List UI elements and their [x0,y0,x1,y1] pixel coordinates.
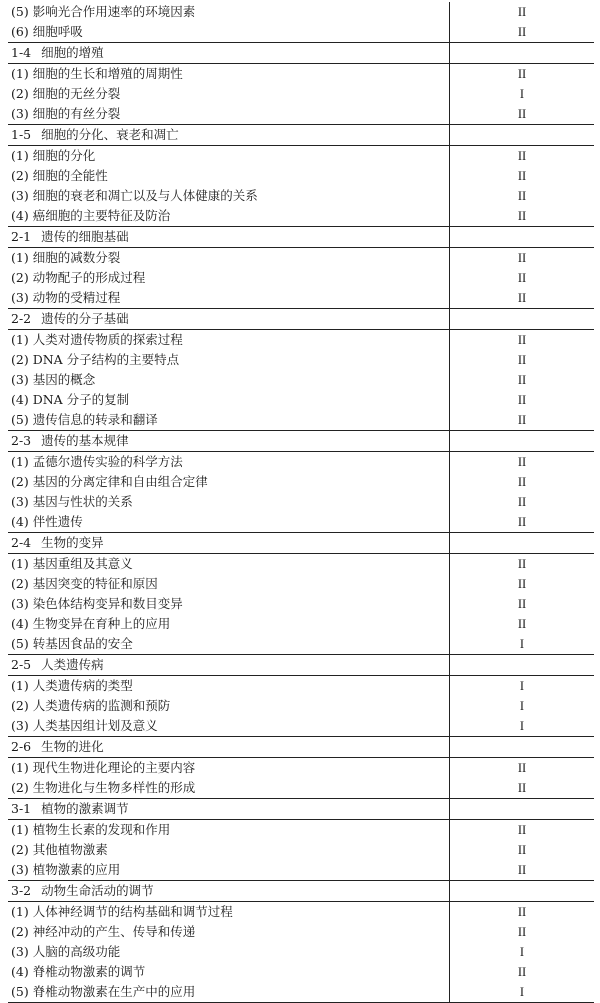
item-text: 遗传信息的转录和翻译 [32,412,158,427]
item-name-cell [8,492,450,512]
item-level: II [517,413,527,427]
item-number: (2) [11,924,29,939]
item-text: 细胞的衰老和凋亡以及与人体健康的关系 [32,188,258,203]
item-level: II [517,863,527,877]
item-number: (1) [11,760,29,775]
section-title-cell [8,43,450,63]
table-row [8,512,594,532]
item-name-cell [8,104,450,124]
table-section [8,654,594,736]
item-level: II [517,373,527,387]
item-text: 细胞呼吸 [32,24,83,39]
item-number: (2) [11,780,29,795]
item-level: II [517,209,527,223]
section-level-cell [450,799,594,819]
item-number: (1) [11,904,29,919]
item-name-cell [8,206,450,226]
table-row [8,390,594,410]
table-row [8,982,594,1002]
section-title-cell [8,309,450,329]
section-title-cell [8,125,450,145]
table-row [8,676,594,696]
section-header [8,533,594,554]
item-number: (2) [11,842,29,857]
section-header [8,309,594,330]
item-text: 人体神经调节的结构基础和调节过程 [32,904,233,919]
item-name-cell [8,840,450,860]
item-level: II [517,557,527,571]
table-row [8,248,594,268]
section-code: 2-3 [11,433,32,448]
item-level: II [517,455,527,469]
item-level: II [517,781,527,795]
item-level: I [519,719,525,733]
table-section [8,308,594,430]
section-title-cell [8,533,450,553]
item-number: (1) [11,454,29,469]
item-text: 基因与性状的关系 [32,494,133,509]
item-number: (3) [11,862,29,877]
table-row [8,350,594,370]
table-row [8,492,594,512]
item-number: (1) [11,556,29,571]
table-section [8,2,594,42]
table-row [8,410,594,430]
table-row [8,104,594,124]
item-level: I [519,679,525,693]
item-level: II [517,5,527,19]
item-name-cell [8,146,450,166]
table-row [8,574,594,594]
section-level-cell [450,309,594,329]
table-row [8,472,594,492]
item-name-cell [8,716,450,736]
item-number: (4) [11,392,29,407]
item-text: 人类遗传病的类型 [32,678,133,693]
table-section [8,532,594,654]
section-title: 遗传的分子基础 [41,311,129,326]
item-number: (2) [11,576,29,591]
table-row [8,634,594,654]
section-header [8,737,594,758]
item-text: 基因重组及其意义 [32,556,133,571]
section-title: 细胞的分化、衰老和凋亡 [41,127,179,142]
item-text: 现代生物进化理论的主要内容 [32,760,196,775]
item-level: II [517,291,527,305]
item-name-cell [8,268,450,288]
table-row [8,288,594,308]
item-number: (5) [11,636,29,651]
section-title-cell [8,227,450,247]
item-number: (1) [11,822,29,837]
section-title: 遗传的基本规律 [41,433,129,448]
section-level-cell [450,737,594,757]
item-name-cell [8,186,450,206]
table-section [8,42,594,124]
table-row [8,696,594,716]
item-name-cell [8,370,450,390]
section-title-cell [8,881,450,901]
section-title: 遗传的细胞基础 [41,229,129,244]
section-level-cell [450,125,594,145]
item-text: 人类遗传病的监测和预防 [32,698,171,713]
item-level: I [519,699,525,713]
item-level: II [517,189,527,203]
table-section [8,880,594,1003]
table-section [8,736,594,798]
item-level: II [517,25,527,39]
item-number: (4) [11,616,29,631]
item-name-cell [8,390,450,410]
table-row [8,370,594,390]
item-text: 细胞的无丝分裂 [32,86,121,101]
table-section [8,430,594,532]
item-text: 其他植物激素 [32,842,108,857]
section-title: 生物的进化 [41,739,104,754]
item-text: 细胞的分化 [32,148,96,163]
section-level-cell [450,227,594,247]
item-text: 人类对遗传物质的探索过程 [32,332,183,347]
section-title: 动物生命活动的调节 [41,883,154,898]
table-row [8,146,594,166]
item-text: 生物进化与生物多样性的形成 [32,780,196,795]
section-title: 生物的变异 [41,535,104,550]
item-number: (6) [11,24,29,39]
item-text: 染色体结构变异和数目变异 [32,596,183,611]
section-code: 1-4 [11,45,32,60]
table-section [8,798,594,880]
item-name-cell [8,758,450,778]
item-level: II [517,597,527,611]
item-number: (3) [11,290,29,305]
table-row [8,840,594,860]
table-row [8,166,594,186]
syllabus-table [8,2,594,1003]
section-level-cell [450,533,594,553]
item-name-cell [8,614,450,634]
section-title: 植物的激素调节 [41,801,129,816]
section-header [8,227,594,248]
item-name-cell [8,2,450,22]
table-row [8,2,594,22]
item-number: (4) [11,208,29,223]
item-number: (1) [11,66,29,81]
item-level: II [517,965,527,979]
item-level: II [517,475,527,489]
section-title-cell [8,655,450,675]
table-section [8,226,594,308]
item-name-cell [8,554,450,574]
table-row [8,758,594,778]
item-text: DNA 分子的复制 [32,392,130,407]
item-number: (1) [11,678,29,693]
item-name-cell [8,64,450,84]
section-title-cell [8,799,450,819]
section-title: 细胞的增殖 [41,45,104,60]
item-text: 生物变异在育种上的应用 [32,616,171,631]
section-level-cell [450,881,594,901]
section-header [8,43,594,64]
item-text: 基因的分离定律和自由组合定律 [32,474,208,489]
item-name-cell [8,84,450,104]
item-text: 影响光合作用速率的环境因素 [32,4,196,19]
item-number: (4) [11,514,29,529]
section-title-cell [8,737,450,757]
item-number: (4) [11,964,29,979]
item-level: II [517,169,527,183]
item-level: II [517,251,527,265]
item-name-cell [8,860,450,880]
item-level: II [517,149,527,163]
item-level: I [519,87,525,101]
item-number: (3) [11,494,29,509]
table-row [8,452,594,472]
item-level: I [519,985,525,999]
section-code: 3-2 [11,883,32,898]
item-text: 细胞的减数分裂 [32,250,121,265]
item-level: II [517,67,527,81]
item-level: II [517,333,527,347]
item-text: 脊椎动物激素的调节 [32,964,146,979]
item-text: 人脑的高级功能 [32,944,121,959]
item-text: 植物生长素的发现和作用 [32,822,171,837]
item-number: (5) [11,984,29,999]
table-row [8,962,594,982]
table-row [8,860,594,880]
item-name-cell [8,248,450,268]
section-code: 2-4 [11,535,32,550]
table-row [8,64,594,84]
table-row [8,716,594,736]
item-name-cell [8,676,450,696]
item-text: 癌细胞的主要特征及防治 [32,208,171,223]
section-header [8,655,594,676]
item-level: II [517,353,527,367]
table-row [8,594,594,614]
item-level: II [517,925,527,939]
table-row [8,922,594,942]
section-header [8,881,594,902]
item-level: I [519,945,525,959]
item-level: II [517,617,527,631]
table-section [8,124,594,226]
item-text: DNA 分子结构的主要特点 [32,352,180,367]
item-number: (2) [11,86,29,101]
table-row [8,554,594,574]
item-number: (5) [11,4,29,19]
item-level: II [517,761,527,775]
item-number: (3) [11,718,29,733]
item-name-cell [8,574,450,594]
section-level-cell [450,655,594,675]
item-number: (3) [11,372,29,387]
section-code: 2-5 [11,657,32,672]
item-number: (1) [11,148,29,163]
section-title: 人类遗传病 [41,657,104,672]
item-name-cell [8,634,450,654]
item-name-cell [8,594,450,614]
table-row [8,942,594,962]
item-number: (2) [11,698,29,713]
item-text: 孟德尔遗传实验的科学方法 [32,454,183,469]
item-text: 动物的受精过程 [32,290,121,305]
item-number: (3) [11,188,29,203]
item-name-cell [8,330,450,350]
section-header [8,799,594,820]
item-name-cell [8,166,450,186]
item-number: (2) [11,352,29,367]
item-text: 细胞的有丝分裂 [32,106,121,121]
item-name-cell [8,288,450,308]
item-number: (3) [11,944,29,959]
item-text: 动物配子的形成过程 [32,270,146,285]
item-name-cell [8,472,450,492]
item-text: 基因的概念 [32,372,96,387]
table-row [8,902,594,922]
item-name-cell [8,778,450,798]
item-level: II [517,393,527,407]
item-number: (1) [11,250,29,265]
item-name-cell [8,902,450,922]
section-header [8,431,594,452]
table-row [8,778,594,798]
item-text: 神经冲动的产生、传导和传递 [32,924,196,939]
item-name-cell [8,922,450,942]
item-level: II [517,823,527,837]
item-name-cell [8,696,450,716]
section-header [8,125,594,146]
section-title-cell [8,431,450,451]
item-level: II [517,515,527,529]
item-text: 基因突变的特征和原因 [32,576,158,591]
item-name-cell [8,962,450,982]
table-row [8,206,594,226]
table-row [8,22,594,42]
table-row [8,614,594,634]
section-code: 2-2 [11,311,32,326]
section-code: 2-1 [11,229,32,244]
item-name-cell [8,410,450,430]
item-name-cell [8,22,450,42]
item-text: 细胞的全能性 [32,168,108,183]
item-level: II [517,107,527,121]
item-level: II [517,905,527,919]
table-row [8,820,594,840]
section-level-cell [450,43,594,63]
item-number: (2) [11,168,29,183]
item-name-cell [8,512,450,532]
item-name-cell [8,820,450,840]
item-name-cell [8,452,450,472]
item-number: (3) [11,106,29,121]
item-number: (2) [11,270,29,285]
item-level: II [517,577,527,591]
section-level-cell [450,431,594,451]
item-number: (2) [11,474,29,489]
section-code: 3-1 [11,801,32,816]
table-row [8,186,594,206]
item-text: 伴性遗传 [32,514,83,529]
table-row [8,330,594,350]
item-number: (3) [11,596,29,611]
item-number: (5) [11,412,29,427]
item-name-cell [8,350,450,370]
item-name-cell [8,982,450,1002]
item-name-cell [8,942,450,962]
section-code: 2-6 [11,739,32,754]
item-level: II [517,271,527,285]
item-text: 转基因食品的安全 [32,636,133,651]
item-level: I [519,637,525,651]
section-code: 1-5 [11,127,32,142]
item-text: 脊椎动物激素在生产中的应用 [32,984,196,999]
item-text: 人类基因组计划及意义 [32,718,158,733]
item-level: II [517,495,527,509]
table-row [8,268,594,288]
item-number: (1) [11,332,29,347]
item-text: 细胞的生长和增殖的周期性 [32,66,183,81]
table-row [8,84,594,104]
item-text: 植物激素的应用 [32,862,121,877]
item-level: II [517,843,527,857]
